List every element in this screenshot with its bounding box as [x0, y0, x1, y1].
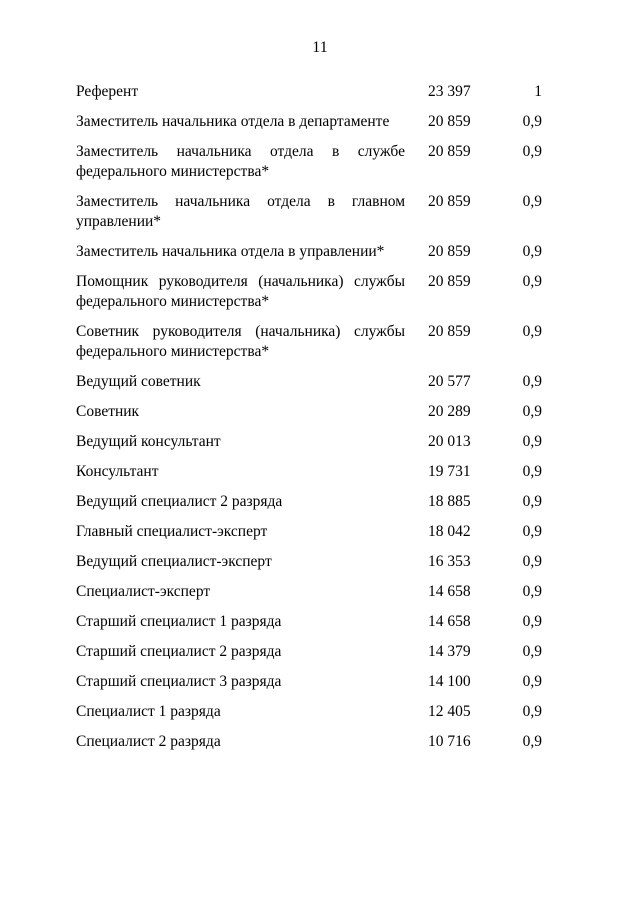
table-row — [76, 242, 566, 272]
salary-amount: 20 289 — [428, 403, 471, 420]
coefficient: 0,9 — [522, 673, 542, 690]
salary-amount: 16 353 — [428, 553, 471, 570]
position-title: Старший специалист 2 разряда — [76, 643, 282, 660]
coefficient: 1 — [534, 83, 542, 100]
position-title: Старший специалист 3 разряда — [76, 673, 282, 690]
salary-amount: 19 731 — [428, 463, 471, 480]
table-row — [76, 462, 566, 492]
coefficient: 0,9 — [522, 113, 542, 130]
coefficient: 0,9 — [522, 143, 542, 160]
coefficient: 0,9 — [522, 733, 542, 750]
coefficient: 0,9 — [522, 273, 542, 290]
salary-amount: 14 658 — [428, 613, 471, 630]
position-title: Заместитель начальника отдела в департаменте — [76, 113, 390, 130]
position-title: Заместитель начальника отдела в главном управлении* — [76, 193, 405, 230]
salary-amount: 20 859 — [428, 143, 471, 160]
position-title: Ведущий советник — [76, 373, 201, 390]
table-row — [76, 552, 566, 582]
table-row — [76, 522, 566, 552]
position-title: Старший специалист 1 разряда — [76, 613, 282, 630]
salary-amount: 14 100 — [428, 673, 471, 690]
position-title: Консультант — [76, 463, 159, 480]
coefficient: 0,9 — [522, 643, 542, 660]
table-row — [76, 372, 566, 402]
coefficient: 0,9 — [522, 583, 542, 600]
table-row — [76, 82, 566, 112]
table-row — [76, 582, 566, 612]
position-title: Референт — [76, 83, 139, 100]
coefficient: 0,9 — [522, 553, 542, 570]
table-row — [76, 272, 566, 322]
position-title: Советник руководителя (начальника) службы федерального министерства* — [76, 323, 405, 360]
salary-amount: 12 405 — [428, 703, 471, 720]
salary-amount: 20 859 — [428, 323, 471, 340]
salary-amount: 20 013 — [428, 433, 471, 450]
table-row — [76, 642, 566, 672]
coefficient: 0,9 — [522, 523, 542, 540]
coefficient: 0,9 — [522, 243, 542, 260]
coefficient: 0,9 — [522, 373, 542, 390]
salary-amount: 20 859 — [428, 243, 471, 260]
table-row — [76, 702, 566, 732]
coefficient: 0,9 — [522, 193, 542, 210]
coefficient: 0,9 — [522, 613, 542, 630]
salary-amount: 14 379 — [428, 643, 471, 660]
salary-amount: 20 577 — [428, 373, 471, 390]
position-title: Ведущий специалист 2 разряда — [76, 493, 283, 510]
table-row — [76, 432, 566, 462]
salary-amount: 20 859 — [428, 193, 471, 210]
table-row — [76, 612, 566, 642]
table-row — [76, 672, 566, 702]
table-row — [76, 322, 566, 372]
salary-amount: 18 885 — [428, 493, 471, 510]
coefficient: 0,9 — [522, 493, 542, 510]
salary-amount: 14 658 — [428, 583, 471, 600]
coefficient: 0,9 — [522, 463, 542, 480]
coefficient: 0,9 — [522, 403, 542, 420]
table-row — [76, 112, 566, 142]
coefficient: 0,9 — [522, 433, 542, 450]
salary-amount: 20 859 — [428, 113, 471, 130]
salary-amount: 20 859 — [428, 273, 471, 290]
position-title: Главный специалист-эксперт — [76, 523, 268, 540]
position-title: Помощник руководителя (начальника) службы федерального министерства* — [76, 273, 405, 310]
coefficient: 0,9 — [522, 703, 542, 720]
position-title: Специалист 1 разряда — [76, 703, 221, 720]
coefficient: 0,9 — [522, 323, 542, 340]
position-title: Специалист 2 разряда — [76, 733, 221, 750]
table-row — [76, 732, 566, 762]
position-title: Ведущий консультант — [76, 433, 221, 450]
salary-table — [76, 82, 566, 762]
page-number: 11 — [312, 39, 328, 56]
table-row — [76, 142, 566, 192]
position-title: Заместитель начальника отдела в управлении* — [76, 243, 385, 260]
salary-amount: 23 397 — [428, 83, 471, 100]
position-title: Ведущий специалист-эксперт — [76, 553, 272, 570]
salary-amount: 18 042 — [428, 523, 471, 540]
table-row — [76, 192, 566, 242]
position-title: Специалист-эксперт — [76, 583, 211, 600]
position-title: Заместитель начальника отдела в службе федерального министерства* — [76, 143, 405, 180]
table-row — [76, 492, 566, 522]
salary-amount: 10 716 — [428, 733, 471, 750]
position-title: Советник — [76, 403, 140, 420]
table-row — [76, 402, 566, 432]
